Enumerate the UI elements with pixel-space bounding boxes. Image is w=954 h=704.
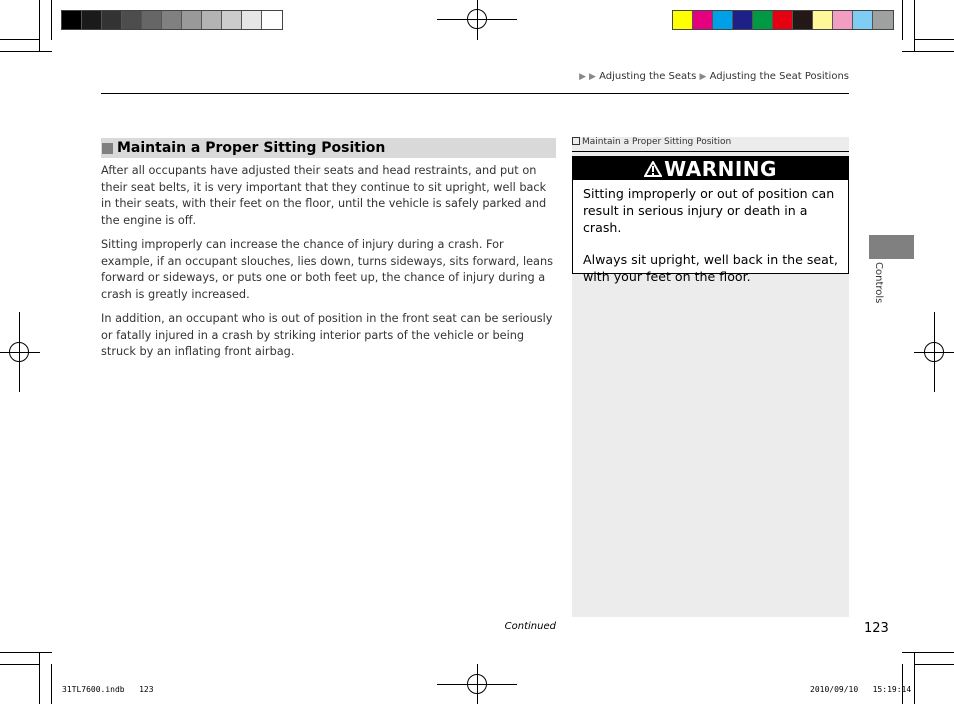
file-slug: 31TL7600.indb 123 <box>62 685 154 694</box>
color-swatch <box>733 11 753 29</box>
section-heading-text: Maintain a Proper Sitting Position <box>117 140 386 156</box>
color-swatch <box>773 11 793 29</box>
color-swatch <box>873 11 893 29</box>
breadcrumb-arrows: ▶ ▶ <box>579 72 596 82</box>
warning-line: Always sit upright, well back in the seat, with your feet on the floor. <box>583 252 838 284</box>
color-swatch <box>833 11 853 29</box>
gray-swatch <box>242 11 262 29</box>
section-heading <box>101 138 556 158</box>
gray-swatch <box>262 11 282 29</box>
sidebar-title <box>572 137 731 147</box>
color-swatch <box>753 11 773 29</box>
paragraph: After all occupants have adjusted their seats and head restraints, and put on their seat belts, it is very important that they continue to sit upright, well back in their seats, with their feet on the floor, until the vehicle is safely parked and the engine is off. <box>101 164 547 227</box>
warning-line: Sitting improperly or out of position can result in serious injury or death in a crash. <box>583 186 835 235</box>
warning-label: WARNING <box>664 156 777 181</box>
paragraph: Sitting improperly can increase the chance of injury during a crash. For example, if an occupant slouches, lies down, turns sideways, sits forward, leans forward or sideways, or puts one or both feet up, the chance of injury during a crash is greatly increased. <box>101 238 554 301</box>
gray-swatch <box>62 11 82 29</box>
breadcrumb-separator: ▶ <box>699 72 707 82</box>
warning-box <box>572 156 849 284</box>
breadcrumb-item-adjusting-seats[interactable]: Adjusting the Seats <box>599 71 697 82</box>
warning-header <box>573 157 848 180</box>
color-swatch <box>853 11 873 29</box>
gray-swatch <box>122 11 142 29</box>
sidebar-rule <box>572 151 849 152</box>
gray-swatch <box>102 11 122 29</box>
color-swatch <box>693 11 713 29</box>
continued-label: Continued <box>504 621 556 632</box>
color-swatch <box>713 11 733 29</box>
paragraph: In addition, an occupant who is out of position in the front seat can be seriously or fatally injured in a crash by striking interior parts of the vehicle or being struck by an inflating front airbag. <box>101 312 553 358</box>
chapter-tab-label: Controls <box>873 262 884 304</box>
breadcrumb <box>579 71 849 82</box>
gray-swatch <box>182 11 202 29</box>
section-body <box>101 163 558 369</box>
warning-text <box>583 185 845 300</box>
warning-triangle-icon <box>644 161 662 177</box>
process-color-bar <box>672 10 894 30</box>
sidebar-title-text: Maintain a Proper Sitting Position <box>582 137 732 147</box>
heading-square-icon <box>102 143 113 154</box>
print-timestamp: 2010/09/10 15:19:14 <box>810 685 912 694</box>
breadcrumb-item-seat-positions[interactable]: Adjusting the Seat Positions <box>709 71 849 82</box>
color-swatch <box>813 11 833 29</box>
gray-swatch <box>142 11 162 29</box>
color-swatch <box>673 11 693 29</box>
color-swatch <box>793 11 813 29</box>
grayscale-color-bar <box>61 10 283 30</box>
header-rule <box>101 93 849 94</box>
gray-swatch <box>222 11 242 29</box>
page-number: 123 <box>864 621 889 636</box>
chapter-tab[interactable] <box>869 235 914 259</box>
gray-swatch <box>82 11 102 29</box>
gray-swatch <box>202 11 222 29</box>
gray-swatch <box>162 11 182 29</box>
reference-icon <box>572 137 580 145</box>
